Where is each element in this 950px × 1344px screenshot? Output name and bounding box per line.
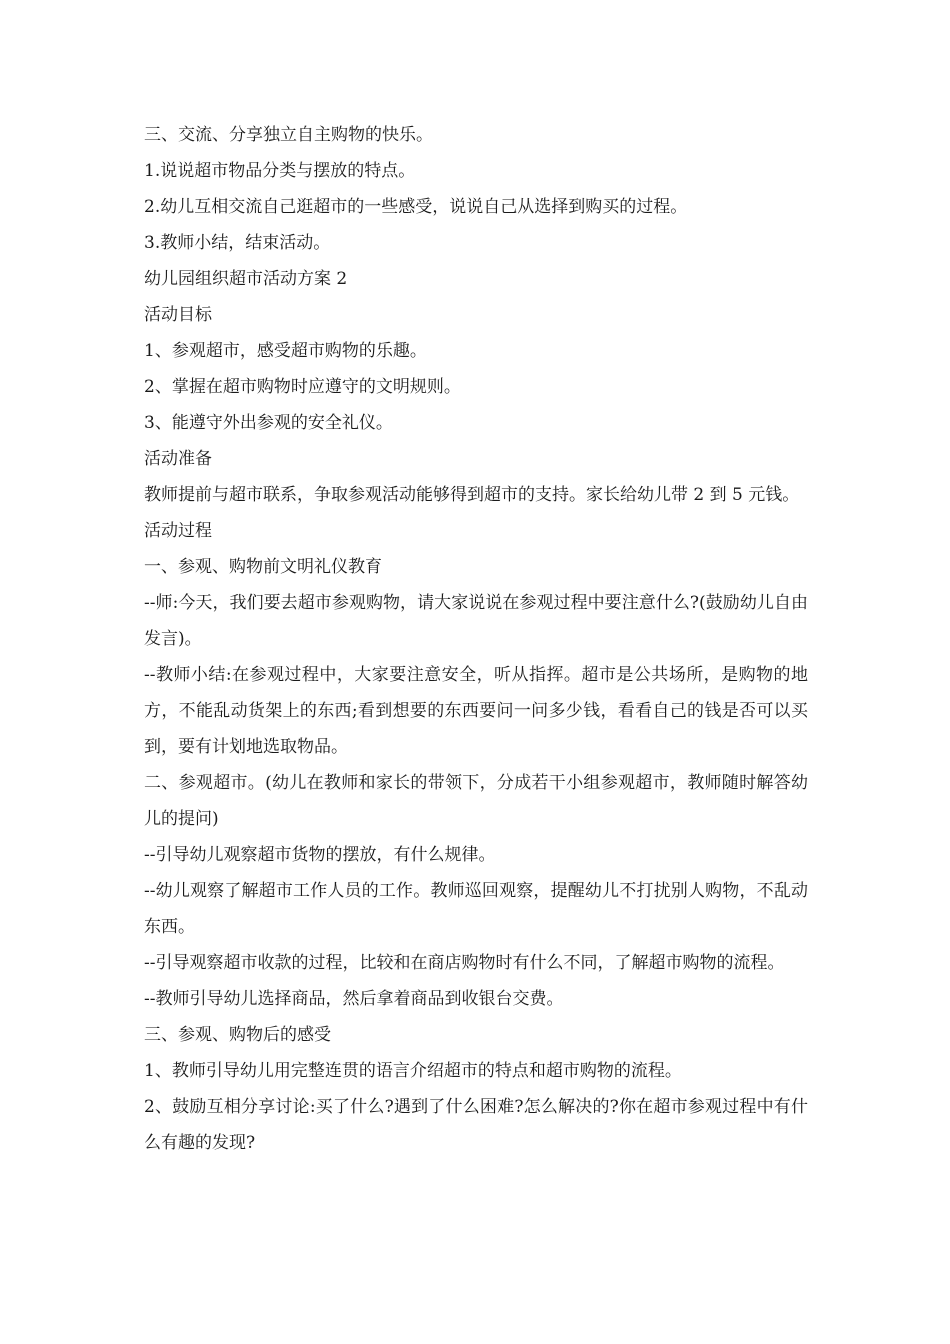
heading-process: 活动过程 <box>144 521 212 541</box>
process-step-1-teacher-question: --师:今天，我们要去超市参观购物，请大家说说在参观过程中要注意什么?(鼓励幼儿自由发言)。 <box>144 593 808 649</box>
process-step-3: 三、参观、购物后的感受 <box>144 1025 331 1045</box>
plan-title: 幼儿园组织超市活动方案 2 <box>144 269 348 289</box>
heading-preparation: 活动准备 <box>144 449 212 469</box>
process-step-2-observe-goods: --引导幼儿观察超市货物的摆放，有什么规律。 <box>144 845 496 865</box>
process-step-2-observe-checkout: --引导观察超市收款的过程，比较和在商店购物时有什么不同，了解超市购物的流程。 <box>144 953 785 973</box>
process-step-1-teacher-summary: --教师小结:在参观过程中，大家要注意安全，听从指挥。超市是公共场所，是购物的地方，不能乱动货架上的东西;看到想要的东西要问一问多少钱，看看自己的钱是否可以买到，要有计划地选取物品。 <box>144 665 808 757</box>
process-step-3-item-2: 2、鼓励互相分享讨论:买了什么?遇到了什么困难?怎么解决的?你在超市参观过程中有什么有趣的发现? <box>144 1097 808 1153</box>
process-step-3-item-1: 1、教师引导幼儿用完整连贯的语言介绍超市的特点和超市购物的流程。 <box>144 1061 682 1081</box>
process-step-2-select-goods: --教师引导幼儿选择商品，然后拿着商品到收银台交费。 <box>144 989 564 1009</box>
heading-goals: 活动目标 <box>144 305 212 325</box>
process-step-2: 二、参观超市。(幼儿在教师和家长的带领下，分成若干小组参观超市，教师随时解答幼儿的提问) <box>144 773 808 829</box>
document-body <box>144 117 808 1161</box>
process-step-2-observe-staff: --幼儿观察了解超市工作人员的工作。教师巡回观察，提醒幼儿不打扰别人购物，不乱动东西。 <box>144 881 808 937</box>
paragraph-item-3: 3.教师小结，结束活动。 <box>144 233 331 253</box>
goal-item-2: 2、掌握在超市购物时应遵守的文明规则。 <box>144 377 461 397</box>
paragraph-item-1: 1.说说超市物品分类与摆放的特点。 <box>144 161 416 181</box>
paragraph-item-2: 2.幼儿互相交流自己逛超市的一些感受，说说自己从选择到购买的过程。 <box>144 197 688 217</box>
process-step-1: 一、参观、购物前文明礼仪教育 <box>144 557 382 577</box>
goal-item-3: 3、能遵守外出参观的安全礼仪。 <box>144 413 393 433</box>
goal-item-1: 1、参观超市，感受超市购物的乐趣。 <box>144 341 427 361</box>
preparation-text: 教师提前与超市联系，争取参观活动能够得到超市的支持。家长给幼儿带 2 到 5 元钱。 <box>144 485 800 505</box>
paragraph-section-3-share: 三、交流、分享独立自主购物的快乐。 <box>144 125 433 145</box>
